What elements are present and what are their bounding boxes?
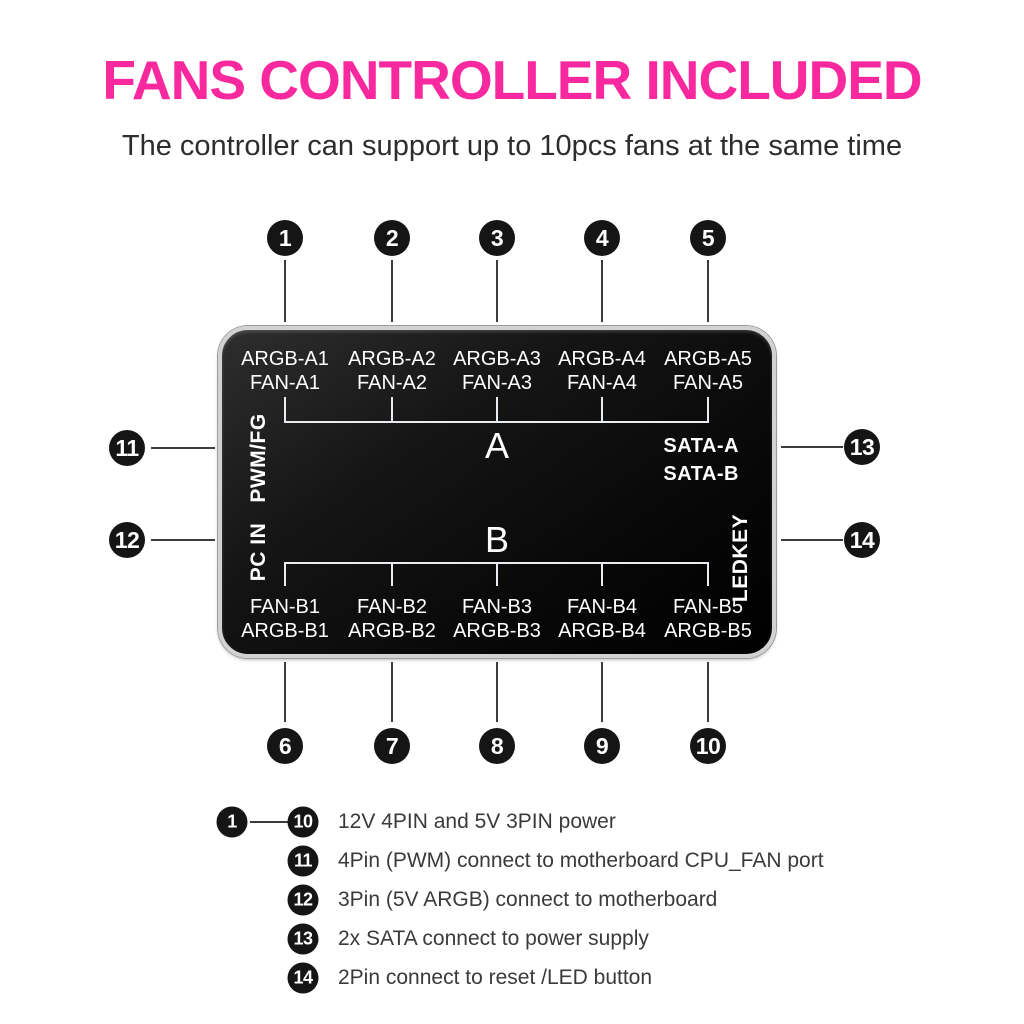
port-argb-label: ARGB-A5 [664, 348, 752, 370]
port-argb-label: ARGB-A4 [558, 348, 646, 370]
bracket-a-tick [284, 397, 286, 421]
legend-badge-14: 14 [288, 963, 319, 994]
bracket-a-tick [391, 397, 393, 421]
connector-line [496, 260, 498, 322]
legend-badge-11: 11 [288, 846, 319, 877]
port-fan-label: FAN-A2 [356, 372, 428, 394]
port-argb-label: ARGB-B4 [558, 620, 646, 642]
pwm-fg-label: PWM/FG [247, 413, 270, 503]
sata-b-label: SATA-B [663, 463, 739, 485]
port-argb-label: ARGB-B3 [453, 620, 541, 642]
port-fan-label: FAN-A1 [249, 372, 321, 394]
port-number-badge-11: 11 [109, 430, 145, 466]
bracket-b-tick [391, 562, 393, 586]
connector-line [151, 539, 215, 541]
port-fan-label: FAN-B5 [672, 596, 744, 618]
port-fan-label: FAN-A5 [672, 372, 744, 394]
port-label-a3 [453, 347, 541, 395]
controller-box [218, 326, 776, 658]
connector-line [151, 447, 215, 449]
port-number-badge-10: 10 [690, 728, 726, 764]
port-label-b4 [558, 595, 646, 643]
legend-text-pwm: 4Pin (PWM) connect to motherboard CPU_FAN port [338, 849, 824, 872]
port-number-badge-2: 2 [374, 220, 410, 256]
connector-line [284, 662, 286, 722]
connector-line [391, 662, 393, 722]
page-title: FANS CONTROLLER INCLUDED [102, 49, 922, 111]
port-fan-label: FAN-B3 [461, 596, 533, 618]
bracket-a-tick [496, 397, 498, 421]
bracket-a-rail [284, 421, 709, 423]
port-label-a2 [348, 347, 436, 395]
port-label-b2 [348, 595, 436, 643]
port-number-badge-9: 9 [584, 728, 620, 764]
port-fan-label: FAN-A3 [461, 372, 533, 394]
port-fan-label: FAN-B4 [566, 596, 638, 618]
connector-line [496, 662, 498, 722]
port-number-badge-1: 1 [267, 220, 303, 256]
bracket-b-tick [601, 562, 603, 586]
page-subtitle: The controller can support up to 10pcs fans at the same time [121, 130, 903, 162]
port-fan-label: FAN-B2 [356, 596, 428, 618]
connector-line [781, 539, 843, 541]
port-number-badge-3: 3 [479, 220, 515, 256]
legend-range-dash [250, 821, 288, 823]
legend-badge-1: 1 [217, 807, 248, 838]
group-b-letter: B [484, 519, 510, 560]
connector-line [707, 662, 709, 722]
legend-text-power: 12V 4PIN and 5V 3PIN power [338, 810, 616, 833]
legend-badge-13: 13 [288, 924, 319, 955]
port-argb-label: ARGB-A3 [453, 348, 541, 370]
port-argb-label: ARGB-B2 [348, 620, 436, 642]
port-number-badge-13: 13 [844, 429, 880, 465]
bracket-a-tick [601, 397, 603, 421]
legend-text-sata: 2x SATA connect to power supply [338, 927, 649, 950]
port-number-badge-4: 4 [584, 220, 620, 256]
port-number-badge-14: 14 [844, 522, 880, 558]
bracket-b-tick [707, 562, 709, 586]
connector-line [391, 260, 393, 322]
port-label-b3 [453, 595, 541, 643]
port-number-badge-6: 6 [267, 728, 303, 764]
connector-line [601, 260, 603, 322]
port-fan-label: FAN-B1 [249, 596, 321, 618]
port-number-badge-12: 12 [109, 522, 145, 558]
connector-line [707, 260, 709, 322]
bracket-a-tick [707, 397, 709, 421]
bracket-b-tick [496, 562, 498, 586]
sata-a-label: SATA-A [663, 435, 739, 457]
port-label-a1 [241, 347, 329, 395]
connector-line [781, 446, 843, 448]
ledkey-label: LEDKEY [729, 513, 752, 603]
port-argb-label: ARGB-A2 [348, 348, 436, 370]
port-number-badge-7: 7 [374, 728, 410, 764]
port-argb-label: ARGB-A1 [241, 348, 329, 370]
group-a-letter: A [484, 425, 510, 466]
legend-badge-12: 12 [288, 885, 319, 916]
port-label-a5 [664, 347, 752, 395]
port-fan-label: FAN-A4 [566, 372, 638, 394]
port-label-b5 [664, 595, 752, 643]
port-label-b1 [241, 595, 329, 643]
pc-in-label: PC IN [247, 522, 270, 582]
connector-line [284, 260, 286, 322]
connector-line [601, 662, 603, 722]
legend-text-reset: 2Pin connect to reset /LED button [338, 966, 653, 989]
bracket-b-tick [284, 562, 286, 586]
port-number-badge-8: 8 [479, 728, 515, 764]
port-argb-label: ARGB-B1 [241, 620, 329, 642]
port-label-a4 [558, 347, 646, 395]
legend-text-argb: 3Pin (5V ARGB) connect to motherboard [338, 888, 718, 911]
port-argb-label: ARGB-B5 [664, 620, 752, 642]
port-number-badge-5: 5 [690, 220, 726, 256]
legend-badge-10: 10 [288, 807, 319, 838]
